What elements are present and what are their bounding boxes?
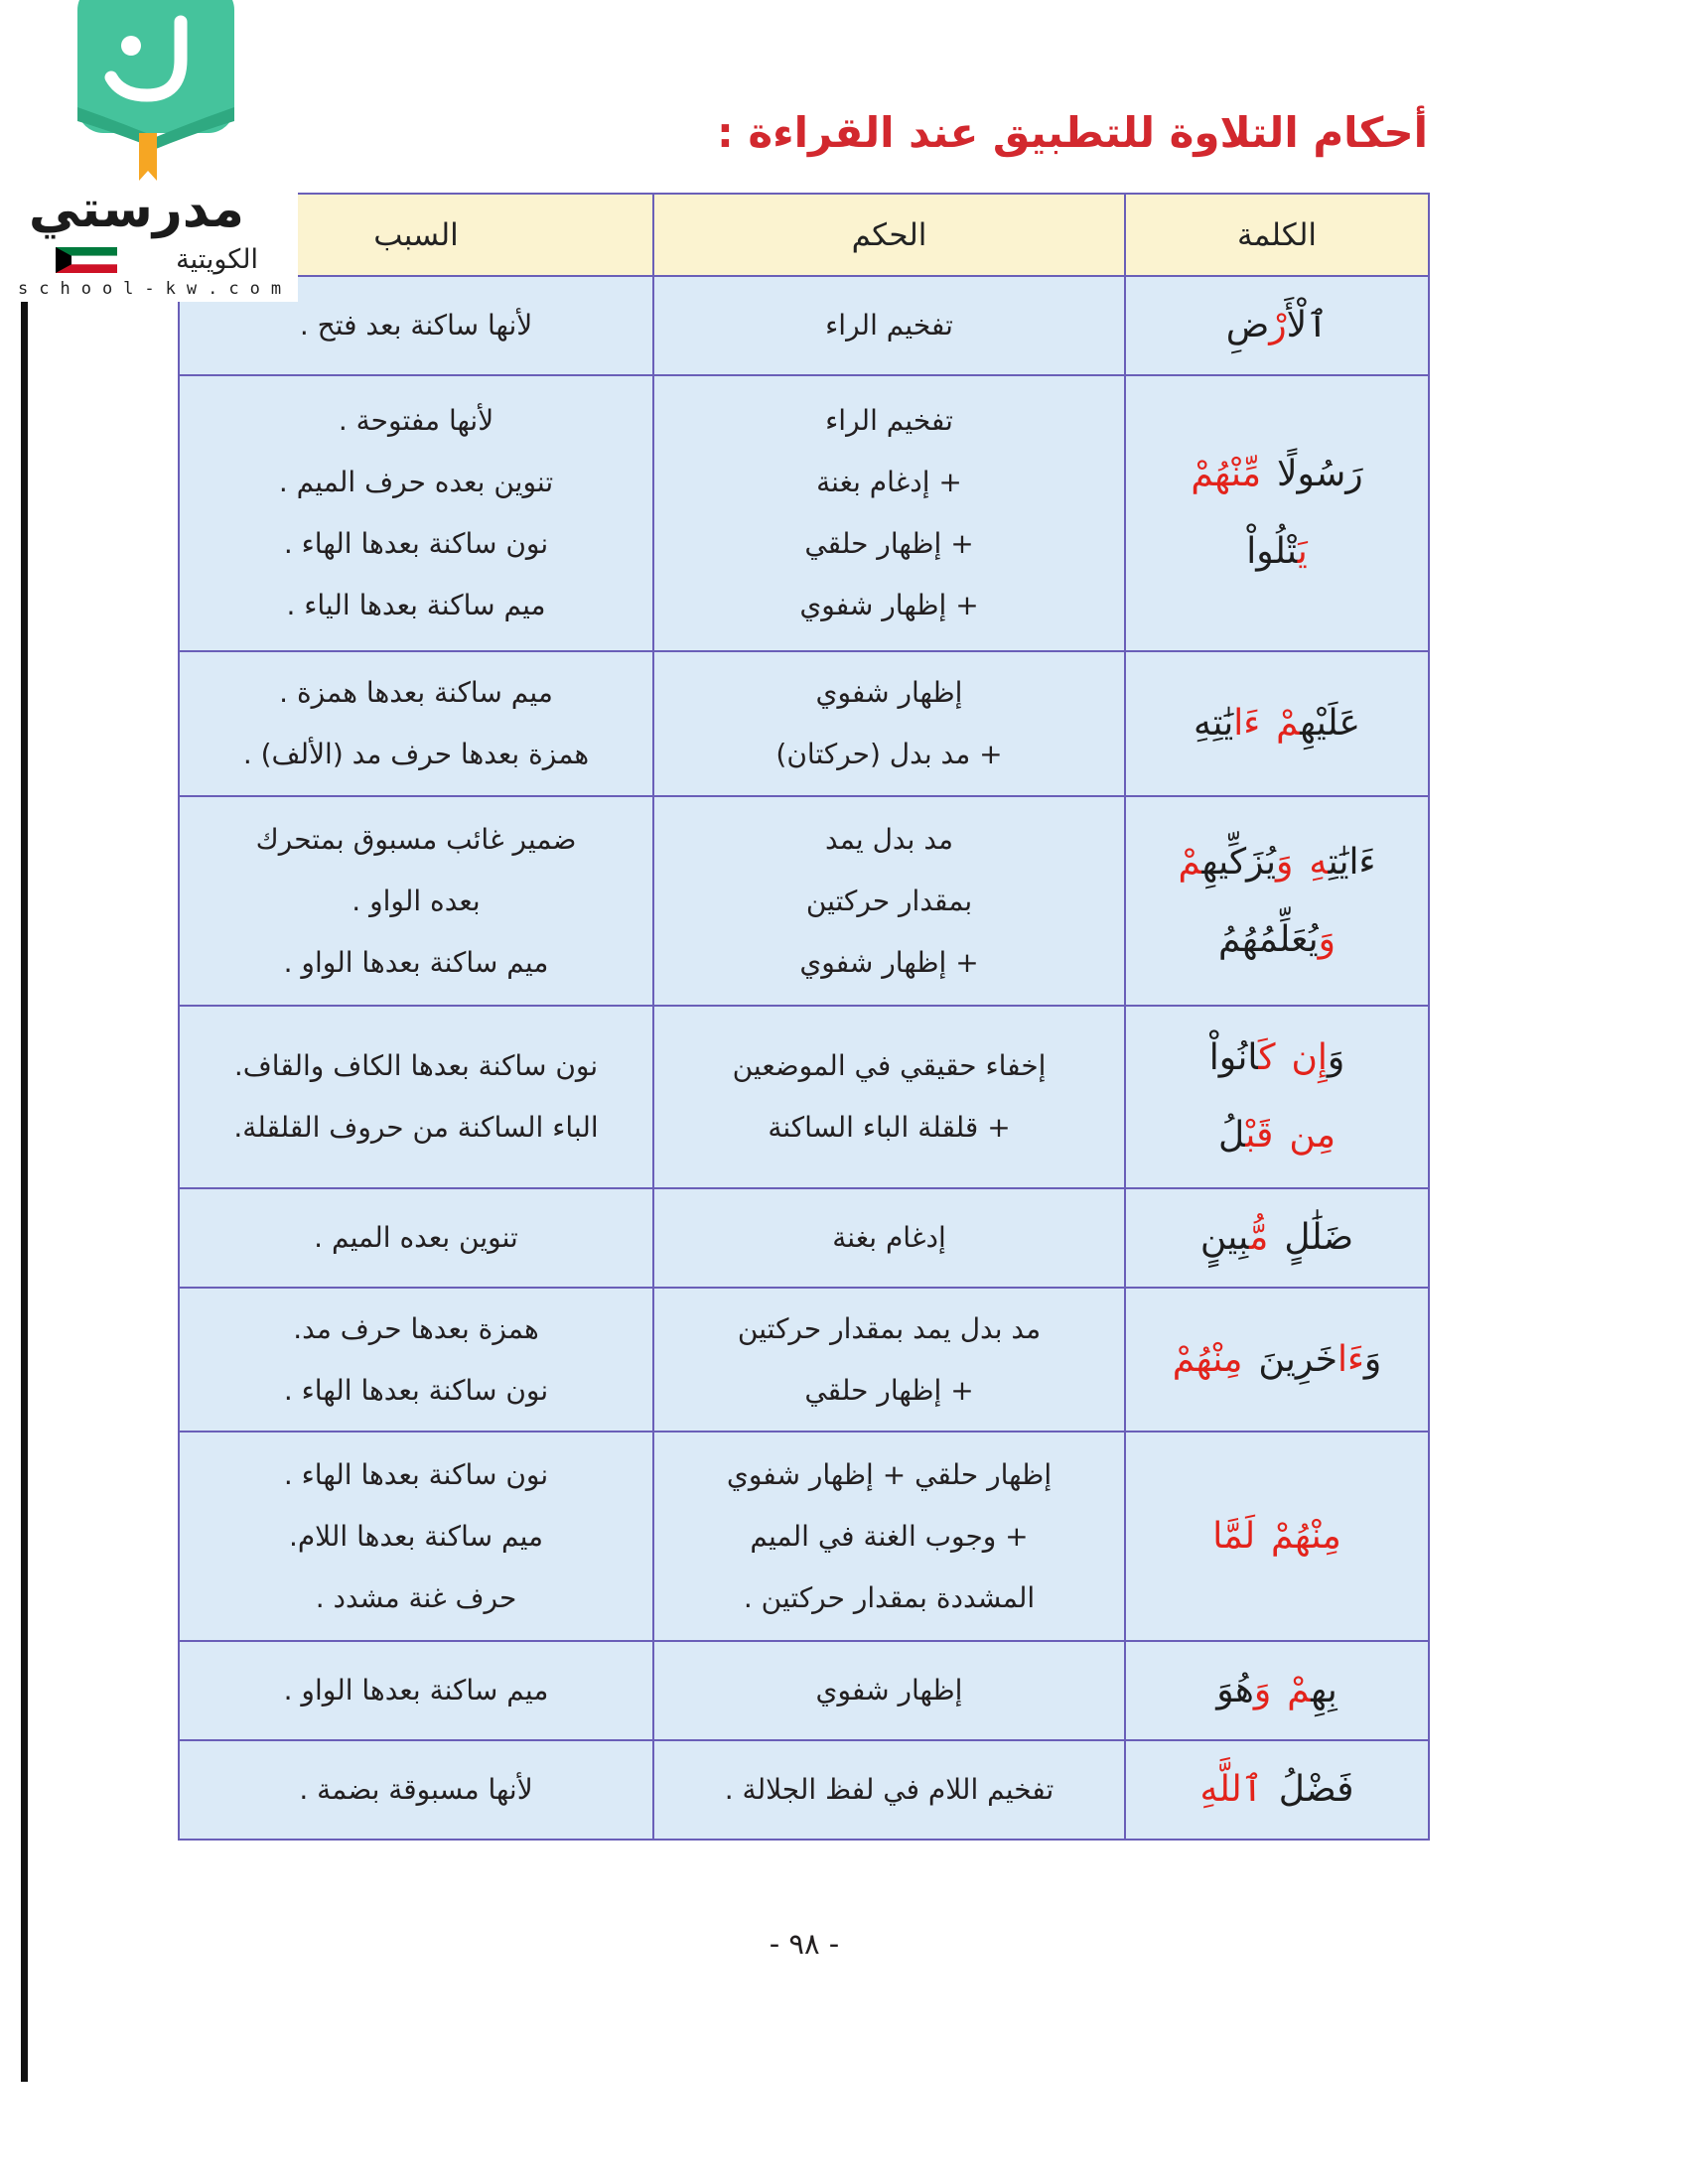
word-letters: وَ [1363, 1338, 1382, 1380]
table-row [180, 275, 1428, 374]
rule-line: تفخيم اللام في لفظ الجلالة . [724, 1773, 1055, 1806]
highlighted-letters: مِنْهُمْ [1271, 1515, 1341, 1557]
reason-line: نون ساكنة بعدها الهاء . [283, 1373, 549, 1407]
rule-line: تفخيم الراء [825, 404, 953, 437]
rule-line: + إظهار حلقي [804, 1373, 974, 1407]
table-row [180, 374, 1428, 650]
reason-line: نون ساكنة بعدها الهاء . [283, 1457, 549, 1491]
word-cell [1124, 652, 1428, 795]
rule-line: + قلقلة الباء الساكنة [768, 1111, 1011, 1144]
word-cell [1124, 376, 1428, 650]
table-row [180, 1187, 1428, 1287]
rule-cell [652, 1007, 1124, 1187]
word-letters: يُزَكِّيهِ [1201, 841, 1276, 883]
word-cell [1124, 1433, 1428, 1640]
word-letters: ءَايَٰتِ [1328, 841, 1376, 883]
table-row [180, 1005, 1428, 1187]
page-title: أحكام التلاوة للتطبيق عند القراءة : [716, 108, 1428, 157]
table-row [180, 1431, 1428, 1640]
quran-word [1212, 1498, 1255, 1575]
table-row [180, 1640, 1428, 1739]
highlighted-letters: ءَا [1233, 703, 1261, 744]
reason-line: همزة بعدها حرف مد. [293, 1311, 539, 1345]
quran-word [1209, 1020, 1276, 1097]
school-book-smile-icon [71, 0, 240, 185]
table-row [180, 1287, 1428, 1431]
reason-cell [180, 1007, 652, 1187]
word-cell [1124, 277, 1428, 374]
highlighted-letters: مِّنْهُمْ [1191, 454, 1262, 494]
table-header-row [180, 195, 1428, 275]
reason-cell [180, 797, 652, 1005]
word-cell [1124, 1189, 1428, 1287]
rule-line: مد بدل يمد بمقدار حركتين [737, 1311, 1042, 1345]
rule-cell [652, 1189, 1124, 1287]
quran-word [1279, 1751, 1354, 1829]
word-cell [1124, 1642, 1428, 1739]
highlighted-letters: ٱللَّهِ [1199, 1769, 1263, 1810]
rule-cell [652, 277, 1124, 374]
rule-line: المشددة بمقدار حركتين . [743, 1580, 1036, 1614]
rule-cell [652, 1433, 1124, 1640]
reason-cell [180, 1189, 652, 1287]
word-letters: رَسُولًا [1277, 454, 1363, 494]
reason-line: ميم ساكنة بعدها همزة . [279, 676, 553, 709]
reason-cell [180, 1433, 652, 1640]
highlighted-letters: لَمَّا [1212, 1515, 1256, 1557]
reason-line: لأنها مسبوقة بضمة . [299, 1773, 533, 1806]
quran-word-line [1179, 824, 1376, 901]
reason-line: تنوين بعده الميم . [314, 1221, 518, 1254]
table-row [180, 1739, 1428, 1839]
rule-cell [652, 376, 1124, 650]
table-row [180, 650, 1428, 795]
reason-line: ميم ساكنة بعدها اللام. [288, 1519, 544, 1553]
logo-subtitle: الكويتية [176, 244, 258, 275]
quran-word [1218, 1097, 1273, 1174]
quran-word-line [1194, 685, 1360, 762]
rule-cell [652, 1289, 1124, 1431]
quran-word [1277, 436, 1363, 513]
quran-word-line [1209, 1020, 1345, 1097]
reason-line: ضمير غائب مسبوق بمتحرك [255, 822, 577, 856]
quran-word-line [1246, 513, 1307, 591]
highlighted-letters: وَ [1275, 841, 1294, 883]
word-letters: بِهِ [1311, 1670, 1337, 1710]
table-row [180, 795, 1428, 1005]
word-cell [1124, 1289, 1428, 1431]
reason-line: الباء الساكنة من حروف القلقلة. [233, 1111, 599, 1144]
highlighted-letters: كَ [1258, 1037, 1276, 1078]
word-cell [1124, 1741, 1428, 1839]
rule-line: إظهار حلقي + إظهار شفوي [726, 1457, 1053, 1491]
quran-word [1173, 1321, 1243, 1399]
rule-line: تفخيم الراء [825, 309, 953, 341]
highlighted-letters: مِنْهُمْ [1172, 1338, 1243, 1380]
quran-word [1200, 1199, 1268, 1277]
highlighted-letters: مْ [1276, 703, 1301, 744]
kuwait-flag-icon [56, 247, 117, 273]
highlighted-letters: هِ [1309, 841, 1329, 883]
reason-line: نون ساكنة بعدها الكاف والقاف. [233, 1049, 599, 1082]
quran-word-line [1218, 1097, 1336, 1174]
reason-line: تنوين بعده حرف الميم . [278, 466, 554, 498]
word-letters: انُواْ [1208, 1037, 1259, 1078]
rule-line: + وجوب الغنة في الميم [750, 1519, 1029, 1553]
quran-word [1226, 287, 1329, 364]
word-letters: تْلُواْ [1246, 531, 1298, 572]
quran-word-line [1200, 1199, 1353, 1277]
quran-word [1246, 513, 1307, 591]
quran-word [1216, 1652, 1271, 1729]
quran-word-line [1226, 287, 1329, 364]
logo-name: مدرستي [28, 180, 244, 239]
rule-line: بمقدار حركتين [805, 884, 973, 917]
header-word: الكلمة [1124, 195, 1428, 275]
rule-line: + إظهار شفوي [799, 589, 979, 621]
highlighted-letters: قَبْ [1245, 1115, 1274, 1156]
quran-word [1291, 1020, 1344, 1097]
highlighted-letters: مِن [1289, 1115, 1336, 1156]
quran-word-line [1212, 1498, 1340, 1575]
quran-word [1179, 824, 1294, 901]
highlighted-letters: مْ [1178, 841, 1202, 883]
word-cell [1124, 1007, 1428, 1187]
binding-edge-line [21, 298, 28, 2082]
reason-line: بعده الواو . [352, 884, 481, 917]
reason-line: نون ساكنة بعدها الهاء . [283, 527, 549, 560]
quran-word [1289, 1097, 1336, 1174]
page-number: - ٩٨ - [769, 1927, 840, 1961]
word-letters: ضِ [1225, 305, 1270, 345]
rule-line: مد بدل يمد [825, 822, 954, 856]
word-letters: فَضْلُ [1278, 1769, 1354, 1810]
word-letters: ضَلَٰلٍ [1284, 1217, 1354, 1258]
reason-line: لأنها ساكنة بعد فتح . [299, 309, 533, 341]
highlighted-letters: مْ [1287, 1670, 1312, 1710]
rule-line: إدغام بغنة [832, 1221, 946, 1254]
highlighted-letters: إِن [1291, 1037, 1328, 1078]
reason-cell [180, 376, 652, 650]
word-letters: يَٰتِهِ [1194, 703, 1234, 744]
highlighted-letters: يَ [1297, 531, 1308, 572]
word-letters: بِينٍ [1199, 1217, 1250, 1258]
header-reason: السبب [180, 195, 652, 275]
rule-line: إخفاء حقيقي في الموضعين [732, 1049, 1047, 1082]
reason-cell [180, 652, 652, 795]
reason-line: حرف غنة مشدد . [315, 1580, 517, 1614]
quran-word-line [1173, 1321, 1382, 1399]
word-letters: عَلَيْهِ [1300, 703, 1360, 744]
reason-line: ميم ساكنة بعدها الواو . [283, 945, 549, 979]
highlighted-letters: رْ [1269, 305, 1287, 345]
rule-line: + إدغام بغنة [816, 466, 962, 498]
highlighted-letters: ءَا [1336, 1338, 1364, 1380]
rule-line: + إظهار حلقي [804, 527, 974, 560]
quran-word-line [1218, 901, 1336, 979]
word-letters: وَ [1327, 1037, 1345, 1078]
quran-word [1276, 685, 1360, 762]
table-body [180, 275, 1428, 1839]
rule-cell [652, 1741, 1124, 1839]
quran-word [1200, 1751, 1263, 1829]
tajweed-rules-table [178, 193, 1430, 1841]
reason-line: لأنها مفتوحة . [338, 404, 494, 437]
header-rule: الحكم [652, 195, 1124, 275]
quran-word [1287, 1652, 1337, 1729]
reason-line: ميم ساكنة بعدها الواو . [283, 1674, 549, 1706]
reason-cell [180, 1642, 652, 1739]
logo-subtitle-row [56, 242, 258, 278]
quran-word-line [1191, 436, 1362, 513]
quran-word-line [1200, 1751, 1354, 1829]
word-letters: ٱلْأَ [1286, 305, 1329, 345]
word-letters: خَرِينَ [1258, 1338, 1337, 1380]
quran-word [1218, 901, 1336, 979]
highlighted-letters: مُّ [1249, 1217, 1269, 1258]
rule-line: إظهار شفوي [815, 1674, 963, 1706]
rule-line: + إظهار شفوي [799, 945, 979, 979]
word-cell [1124, 797, 1428, 1005]
quran-word [1271, 1498, 1341, 1575]
quran-word [1194, 685, 1260, 762]
highlighted-letters: وَ [1253, 1670, 1272, 1710]
reason-cell [180, 1289, 652, 1431]
rule-line: + مد بدل (حركتان) [775, 738, 1003, 770]
word-letters: يُعَلِّمُهُمُ [1217, 918, 1319, 960]
rule-cell [652, 797, 1124, 1005]
quran-word [1191, 436, 1261, 513]
quran-word [1284, 1199, 1353, 1277]
rule-cell [652, 652, 1124, 795]
quran-word [1309, 824, 1375, 901]
quran-word [1258, 1321, 1381, 1399]
quran-word-line [1216, 1652, 1337, 1729]
reason-line: ميم ساكنة بعدها الياء . [286, 589, 546, 621]
rule-cell [652, 1642, 1124, 1739]
reason-line: همزة بعدها حرف مد (الألف) . [242, 738, 590, 770]
highlighted-letters: وَ [1318, 918, 1336, 960]
logo-website: school-kw.com [18, 279, 293, 299]
rule-line: إظهار شفوي [815, 676, 963, 709]
school-kw-logo[interactable] [0, 0, 298, 302]
word-letters: لُ [1217, 1115, 1246, 1156]
reason-cell [180, 1741, 652, 1839]
word-letters: هُوَ [1216, 1670, 1254, 1710]
